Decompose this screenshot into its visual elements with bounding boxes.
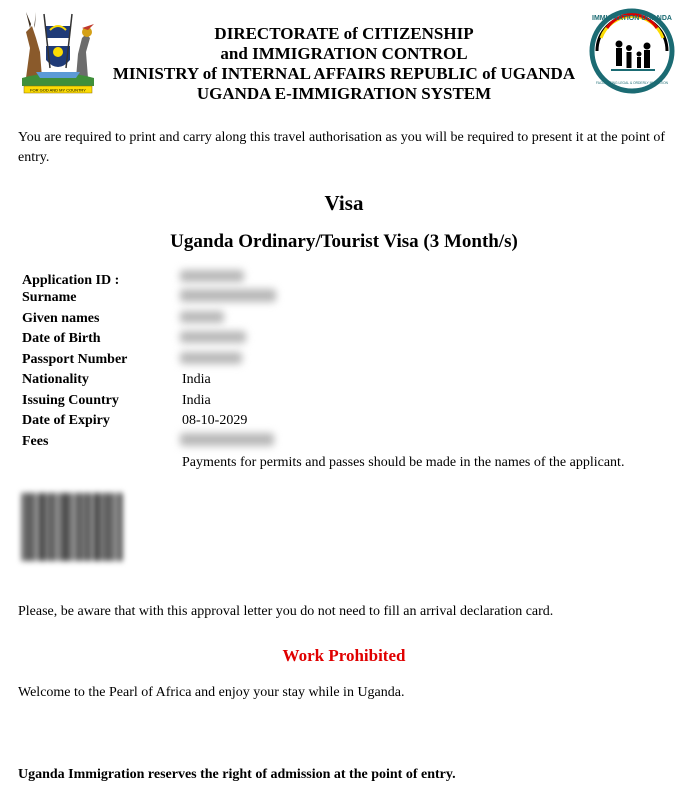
passport-value-redacted: [180, 352, 242, 364]
fees-label: Fees: [22, 434, 49, 449]
passport-label: Passport Number: [22, 352, 128, 367]
seal-tagline: FACILITATING LEGAL & ORDERLY MIGRATION: [595, 81, 669, 85]
expiry-value: 08-10-2029: [182, 413, 248, 428]
work-status: Work Prohibited: [282, 646, 406, 665]
header-line-4: UGANDA E-IMMIGRATION SYSTEM: [196, 84, 492, 103]
immigration-uganda-seal-logo: [589, 8, 675, 94]
given-names-label: Given names: [22, 311, 100, 326]
header-line-3: MINISTRY of INTERNAL AFFAIRS REPUBLIC of UGANDA: [112, 64, 576, 83]
arrival-note: Please, be aware that with this approval letter you do not need to fill an arrival declaration card.: [18, 604, 554, 619]
surname-value-redacted: [180, 289, 276, 302]
coat-motto: FOR GOD AND MY COUNTRY: [30, 87, 86, 93]
seal-title: IMMIGRATION UGANDA: [592, 15, 672, 22]
dob-value-redacted: [180, 331, 246, 343]
header-line-2: and IMMIGRATION CONTROL: [220, 44, 468, 63]
header-title: [0, 24, 688, 104]
visa-title: Visa: [324, 191, 364, 215]
fees-value-redacted: [180, 433, 274, 446]
given-names-value-redacted: [180, 311, 224, 323]
intro-text: You are required to print and carry along this travel authorisation as you will be required to present it at the point of entry.: [18, 130, 666, 165]
nationality-value: India: [182, 372, 211, 387]
nationality-label: Nationality: [22, 372, 89, 387]
header-line-1: DIRECTORATE of CITIZENSHIP: [214, 24, 474, 43]
surname-label: Surname: [22, 290, 77, 305]
reservation-notice: Uganda Immigration reserves the right of admission at the point of entry.: [18, 767, 456, 782]
application-id-label: Application ID :: [22, 273, 120, 288]
application-id-value-redacted: [180, 270, 244, 282]
visa-subtitle: Uganda Ordinary/Tourist Visa (3 Month/s): [170, 231, 518, 252]
issuing-country-value: India: [182, 393, 211, 408]
welcome-text: Welcome to the Pearl of Africa and enjoy your stay while in Uganda.: [18, 685, 405, 700]
expiry-label: Date of Expiry: [22, 413, 110, 428]
issuing-country-label: Issuing Country: [22, 393, 119, 408]
dob-label: Date of Birth: [22, 331, 101, 346]
barcode-image: [22, 493, 254, 561]
payment-note: Payments for permits and passes should be made in the names of the applicant.: [182, 455, 625, 470]
